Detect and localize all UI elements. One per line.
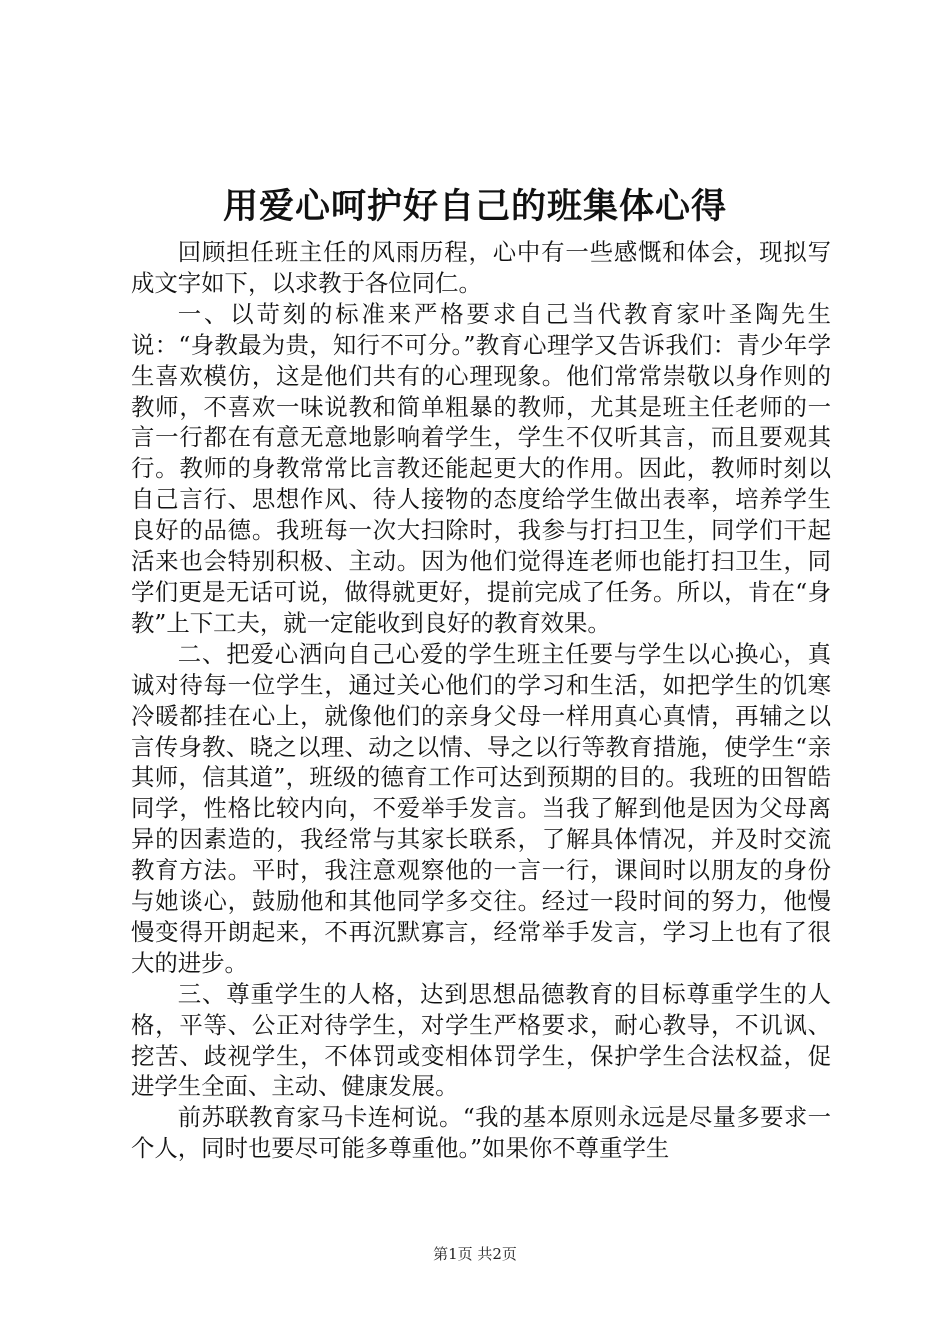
paragraph-section-one: 一、以苛刻的标准来严格要求自己当代教育家叶圣陶先生说：“身教最为贵，知行不可分。”教育心理学又告诉我们：青少年学生喜欢模仿，这是他们共有的心理现象。他们常常崇敬以身作则的教师，不喜欢一味说教和简单粗暴的教师，尤其是班主任老师的一言一行都在有意无意地影响着学生，学生不仅听其言，而且要观其行。教师的身教常常比言教还能起更大的作用。因此，教师时刻以自己言行、思想作风、待人接物的态度给学生做出表率，培养学生良好的品德。我班每一次大扫除时，我参与打扫卫生，同学们干起活来也会特别积极、主动。因为他们觉得连老师也能打扫卫生，同学们更是无话可说，做得就更好，提前完成了任务。所以，肯在“身教”上下工夫，就一定能收到良好的教育效果。	[131, 299, 831, 637]
document-body	[131, 237, 831, 1164]
paragraph-section-two: 二、把爱心洒向自己心爱的学生班主任要与学生以心换心，真诚对待每一位学生，通过关心他们的学习和生活，如把学生的饥寒冷暖都挂在心上，就像他们的亲身父母一样用真心真情，再辅之以言传身教、晓之以理、动之以情、导之以行等教育措施，使学生“亲其师，信其道”，班级的德育工作可达到预期的目的。我班的田智皓同学，性格比较内向，不爱举手发言。当我了解到他是因为父母离异的因素造的，我经常与其家长联系，了解具体情况，并及时交流教育方法。平时，我注意观察他的一言一行，课间时以朋友的身份与她谈心，鼓励他和其他同学多交往。经过一段时间的努力，他慢慢变得开朗起来，不再沉默寡言，经常举手发言，学习上也有了很大的进步。	[131, 639, 831, 977]
page-number-footer: 第1页 共2页	[433, 1245, 517, 1263]
paragraph-quote: 前苏联教育家马卡连柯说。“我的基本原则永远是尽量多要求一个人，同时也要尽可能多尊重他。”如果你不尊重学生	[131, 1103, 831, 1163]
paragraph-intro: 回顾担任班主任的风雨历程，心中有一些感慨和体会，现拟写成文字如下，以求教于各位同仁。	[131, 238, 831, 297]
paragraph-section-three: 三、尊重学生的人格，达到思想品德教育的目标尊重学生的人格，平等、公正对待学生，对学生严格要求，耐心教导，不讥讽、挖苦、歧视学生，不体罚或变相体罚学生，保护学生合法权益，促进学生全面、主动、健康发展。	[131, 979, 831, 1101]
document-title: 用爱心呵护好自己的班集体心得	[222, 186, 727, 227]
